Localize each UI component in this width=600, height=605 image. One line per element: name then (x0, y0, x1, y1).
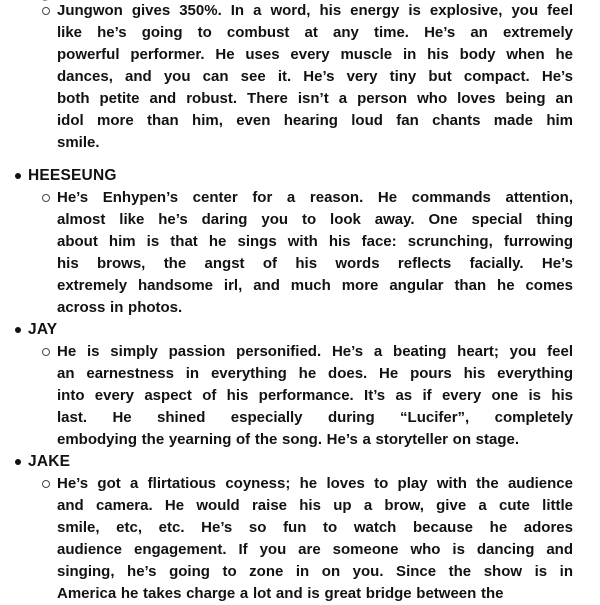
text-line: his brows, the angst of his words reflects facially. He’s (57, 255, 573, 272)
list-item-jake-header (28, 451, 573, 473)
filled-bullet-icon (15, 327, 21, 333)
text-line: across in photos. (57, 299, 183, 316)
text-line: last. He shined especially during “Lucifer”, completely (57, 409, 573, 426)
filled-bullet-icon (15, 173, 21, 179)
member-name-jay: JAY (28, 321, 58, 338)
list-item-heeseung-header (28, 165, 573, 187)
list-item-jungwon (57, 0, 573, 154)
paragraph-heeseung (57, 187, 573, 319)
filled-bullet-icon (15, 459, 21, 465)
text-line: into every aspect of his performance. It’s as if every one is his (57, 387, 573, 404)
list-item-jay-header (28, 319, 573, 341)
text-line: embodying the yearning of the song. He’s a storyteller on stage. (57, 431, 520, 448)
text-line: like he’s going to combust at any time. He’s an extremely (57, 24, 573, 41)
text-line: idol more than him, even hearing loud fan chants made him (57, 112, 573, 129)
hollow-bullet-icon (42, 348, 50, 356)
hollow-bullet-icon (42, 7, 50, 15)
paragraph-jay (57, 341, 573, 451)
text-line: singing, he’s going to zone in on you. Since the show is in (57, 563, 573, 580)
member-name-jake: JAKE (28, 453, 71, 470)
paragraph-jungwon (57, 0, 573, 154)
text-line: an earnestness in everything he does. He pours his everything (57, 365, 573, 382)
text-line: extremely handsome irl, and much more angular than he comes (57, 277, 573, 294)
hollow-bullet-icon (42, 194, 50, 202)
paragraph-jake (57, 473, 573, 605)
text-line: He is simply passion personified. He’s a beating heart; you feel (57, 343, 573, 360)
text-line: almost like he’s daring you to look away. One special thing (57, 211, 573, 228)
member-name-heeseung: HEESEUNG (28, 167, 117, 184)
cut-off-bullet-fragment (41, 0, 49, 1)
text-line: both petite and robust. There isn’t a person who loves being an (57, 90, 573, 107)
text-line: about him is that he sings with his face: scrunching, furrowing (57, 233, 573, 250)
text-line: dances, and you can see it. He’s very tiny but compact. He’s (57, 68, 573, 85)
list-item-jay-body (57, 341, 573, 451)
text-line: and camera. He would raise his up a brow, give a cute little (57, 497, 573, 514)
text-line: smile, etc, etc. He’s so fun to watch because he adores (57, 519, 573, 536)
text-line: smile. (57, 134, 100, 151)
text-line: audience engagement. If you are someone who is dancing and (57, 541, 573, 558)
list-item-jake-body (57, 473, 573, 605)
text-line: America he takes charge a lot and is great bridge between the (57, 585, 504, 602)
text-line: Jungwon gives 350%. In a word, his energy is explosive, you feel (57, 2, 573, 19)
text-line: He’s got a flirtatious coyness; he loves to play with the audience (57, 475, 573, 492)
text-line: He’s Enhypen’s center for a reason. He commands attention, (57, 189, 573, 206)
list-item-heeseung-body (57, 187, 573, 319)
text-line: powerful performer. He uses every muscle in his body when he (57, 46, 573, 63)
hollow-bullet-icon (42, 480, 50, 488)
